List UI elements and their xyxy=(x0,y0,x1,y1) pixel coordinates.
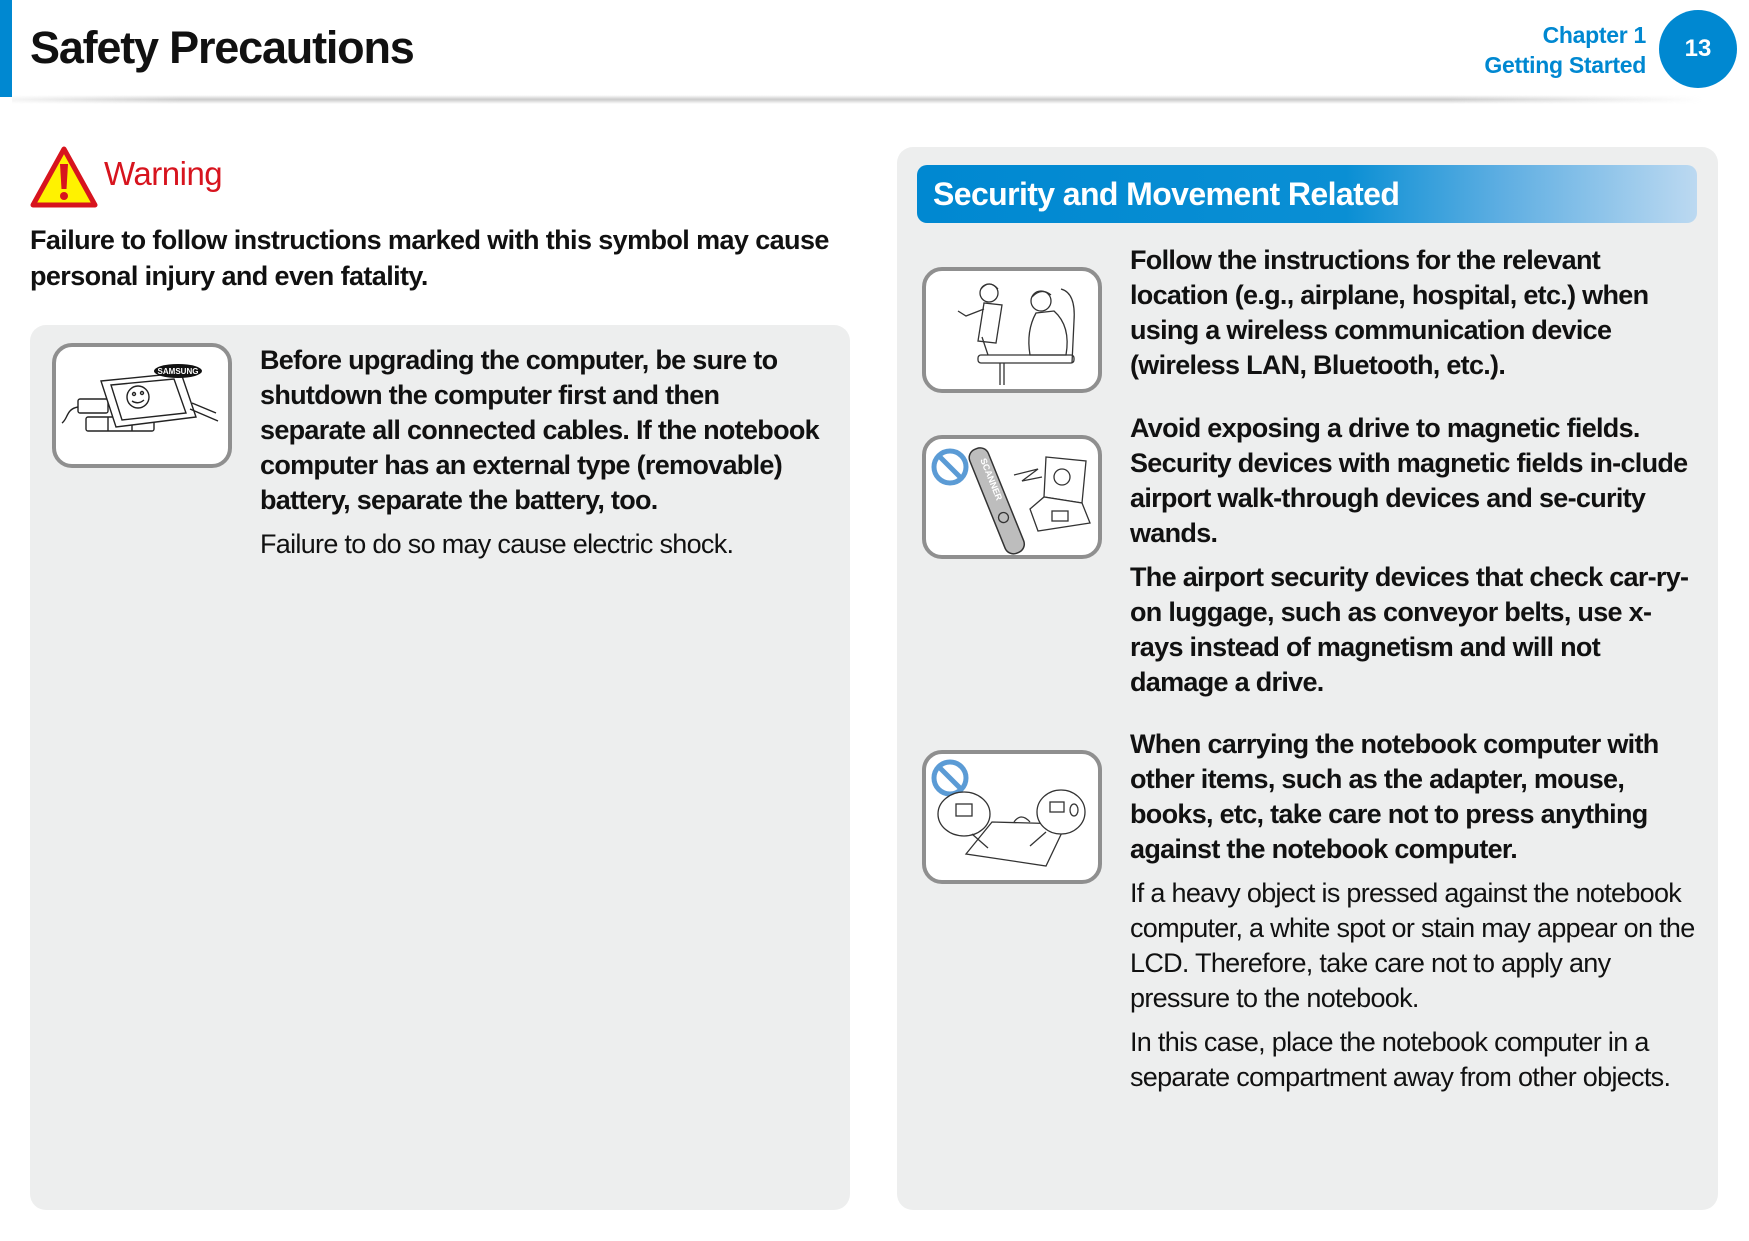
svg-text:SCANNER: SCANNER xyxy=(978,456,1005,502)
scanner-wand-icon xyxy=(926,439,1098,555)
bag-with-items-icon xyxy=(926,754,1098,880)
warning-label: Warning xyxy=(104,155,223,192)
upgrade-instruction: Before upgrading the computer, be sure to shutdown the computer first and then separate all connected cables. If the notebook computer has an external type (removable) battery, separate the battery, too. xyxy=(260,345,819,515)
wireless-device-instruction: Follow the instructions for the relevant location (e.g., airplane, hospital, etc.) when using a wireless communication device (wireless LAN, Bluetooth, etc.). xyxy=(1130,245,1649,380)
chapter-number: Chapter 1 xyxy=(1542,22,1646,48)
svg-text:SAMSUNG: SAMSUNG xyxy=(157,367,199,376)
magnetic-field-item xyxy=(1130,411,1700,709)
section-title-bar: Security and Movement Related xyxy=(917,165,1697,223)
right-panel xyxy=(897,147,1718,1210)
page-title: Safety Precautions xyxy=(30,22,414,73)
header-divider xyxy=(12,95,1702,104)
tablet-with-cables-icon xyxy=(56,347,228,464)
header-accent-bar xyxy=(0,0,12,97)
tablet-illustration xyxy=(52,343,232,468)
airplane-illustration xyxy=(922,267,1102,393)
chapter-name: Getting Started xyxy=(1484,52,1646,78)
upgrade-consequence: Failure to do so may cause electric shock. xyxy=(260,529,734,559)
airport-xray-note: The airport security devices that check car-ry-on luggage, such as conveyor belts, use x-rays instead of magnetism and will not damage a drive. xyxy=(1130,562,1689,697)
warning-triangle-icon xyxy=(30,146,98,208)
page-number-badge: 13 xyxy=(1659,10,1737,88)
chapter-label xyxy=(1484,20,1646,80)
wireless-device-item xyxy=(1130,243,1700,392)
pressure-warning: If a heavy object is pressed against the notebook computer, a white spot or stain may appear on the LCD. Therefore, take care not to apply any pressure to the notebook. xyxy=(1130,878,1695,1013)
airplane-passenger-icon xyxy=(926,271,1098,389)
carrying-item xyxy=(1130,727,1700,1104)
carrying-instruction: When carrying the notebook computer with other items, such as the adapter, mouse, books, etc, take care not to press anything against the notebook computer. xyxy=(1130,729,1659,864)
left-panel xyxy=(30,325,850,1210)
carrying-bag-illustration xyxy=(922,750,1102,884)
warning-description: Failure to follow instructions marked with this symbol may cause personal injury and even fatality. xyxy=(30,225,829,291)
magnetic-field-instruction: Avoid exposing a drive to magnetic fields. Security devices with magnetic fields in-clude airport walk-through devices and se-curity wands. xyxy=(1130,413,1688,548)
compartment-advice: In this case, place the notebook computer in a separate compartment away from other objects. xyxy=(1130,1027,1671,1092)
upgrade-warning-item xyxy=(260,343,830,571)
scanner-illustration xyxy=(922,435,1102,559)
